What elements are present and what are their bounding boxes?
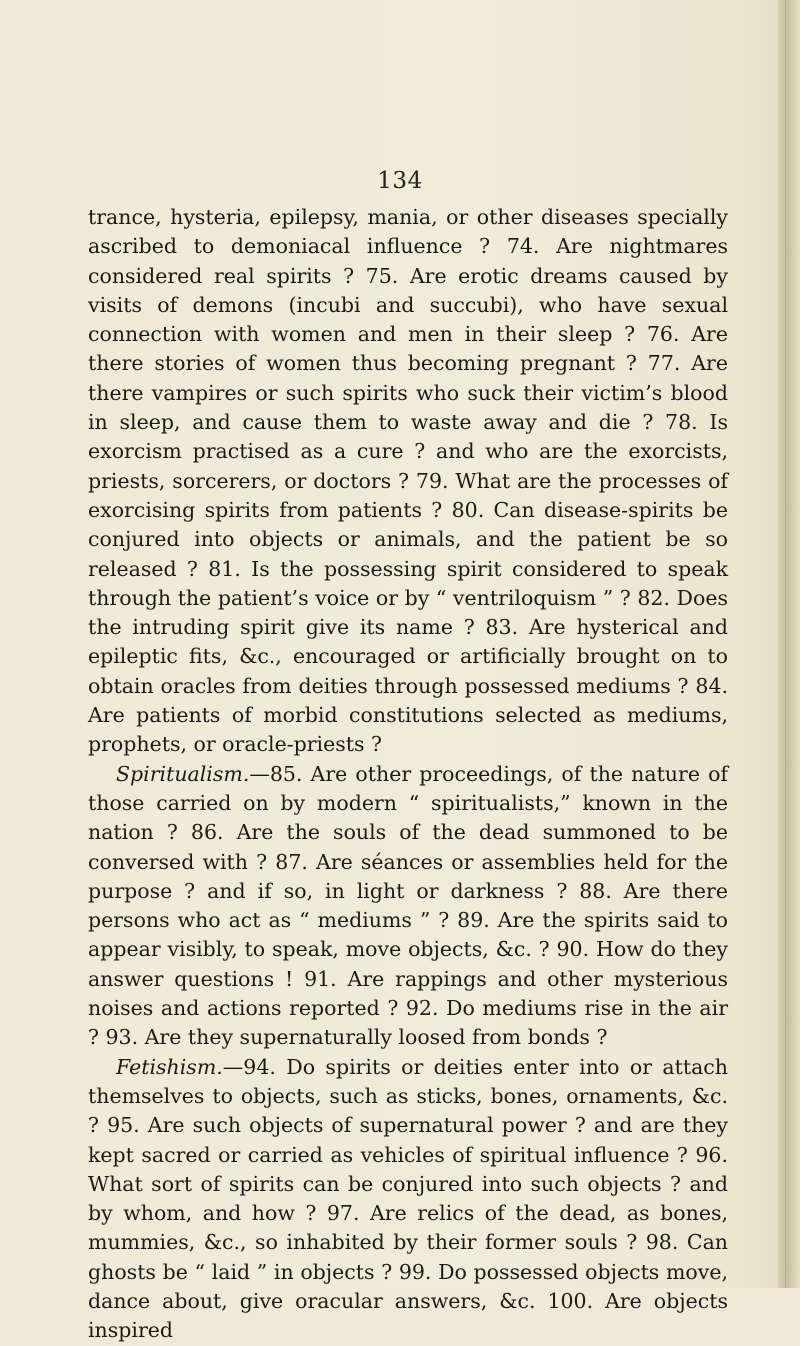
paragraph-text: —94. Do spirits or deities enter into or attach themselves to objects, such as sticks, bones, ornaments, &c. ? 95. Are such objects of supernatural power ? and are they kept sacred or carried as vehicles of spiritual influence ? 96. What sort of spirits can be conjured into such objects ? and by whom, and how ? 97. Are relics of the dead, as bones, mummies, &c., so inhabited by their former souls ? 98. Can ghosts be “ laid ” in objects ? 99. Do possessed objects move, dance about, give oracular answers, &c. 100. Are objects inspired [88, 1054, 728, 1343]
section-title-spiritualism: Spiritualism. [116, 761, 250, 786]
page-number: 134 [377, 168, 423, 194]
paragraph-text: trance, hysteria, epilepsy, mania, or other diseases specially ascribed to demoniacal influence ? 74. Are nightmares considered real spirits ? 75. Are erotic dreams caused by visits of demons (incubi and succubi), who have sexual connection with women and men in their sleep ? 76. Are there stories of women thus becoming pregnant ? 77. Are there vampires or such spirits who suck their victim’s blood in sleep, and cause them to waste away and die ? 78. Is exorcism practised as a cure ? and who are the exorcists, priests, sorcerers, or doctors ? 79. What are the processes of exorcising spirits from patients ? 80. Can disease-spirits be conjured into objects or animals, and the patient be so released ? 81. Is the possessing spirit considered to speak through the patient’s voice or by “ ventriloquism ” ? 82. Does the intruding spirit give its name ? 83. Are hysterical and epileptic fits, &c., encouraged or artificially brought on to obtain oracles from deities through possessed mediums ? 84. Are patients of morbid constitutions selected as mediums, prophets, or oracle-priests ? [88, 205, 728, 757]
section-title-fetishism: Fetishism. [116, 1054, 223, 1079]
paragraph-fetishism [88, 1053, 728, 1346]
paragraph-continuation [88, 203, 728, 760]
paragraph-spiritualism [88, 760, 728, 1053]
body-text [88, 203, 728, 1346]
paragraph-text: —85. Are other proceedings, of the nature of those carried on by modern “ spiritualists,” known in the nation ? 86. Are the souls of the dead summoned to be conversed with ? 87. Are séances or assemblies held for the purpose ? and if so, in light or darkness ? 88. Are there persons who act as “ mediums ” ? 89. Are the spirits said to appear visibly, to speak, move objects, &c. ? 90. How do they answer questions ! 91. Are rappings and other mysterious noises and actions reported ? 92. Do mediums rise in the air ? 93. Are they supernaturally loosed from bonds ? [88, 761, 728, 1050]
